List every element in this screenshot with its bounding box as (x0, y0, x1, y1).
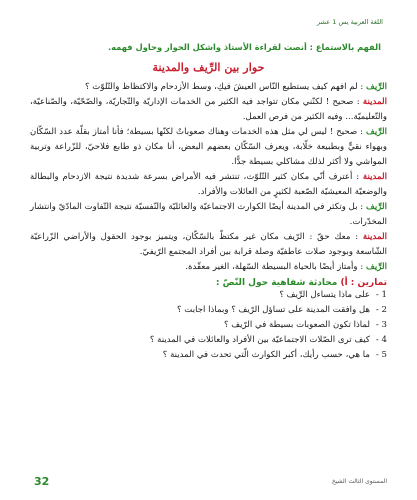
dialogue-turn (30, 95, 387, 125)
content (30, 32, 387, 363)
question-item (30, 333, 387, 348)
question-text: هل وافقت المدينة على تساؤل الرّيف ؟ وبماذا اجابت ؟ (177, 305, 370, 315)
question-item (30, 303, 387, 318)
question-number: 1 - (375, 290, 387, 300)
exercises-subtitle: محادثة شفاهية حول النّصّ : (215, 278, 341, 288)
question-number: 3 - (375, 320, 387, 330)
turn-text: : معك حقّ : الرّيف مكان غير مكتظّ بالسّكّان، ويتميز بوجود الحقول والأراضي الزّراعيّة الشّاسعة وبوجود صلات عاطفيّة وصلة قرابة بين أفراد المجتمع الرّيفيّ. (30, 232, 387, 257)
speaker-label: المدينة (362, 172, 387, 182)
question-number: 5 - (375, 350, 387, 360)
footer-text: المستوى الثالث الشيخ (331, 477, 387, 485)
listening-instruction: الفهم بالاستماع : أنصت لقراءة الأستاذ واشكل الحوار وحاول فهمه. (107, 42, 381, 52)
question-item (30, 348, 387, 363)
question-number: 2 - (375, 305, 387, 315)
dialogue-turn (30, 260, 387, 275)
speaker-label: الرِّيف (365, 82, 387, 92)
question-number: 4 - (375, 335, 387, 345)
speaker-label: الرِّيف (365, 202, 387, 212)
dialogue-turn (30, 80, 387, 95)
dialogue (30, 80, 387, 275)
dialogue-turn (30, 200, 387, 230)
page-footer (34, 474, 387, 488)
exercises-heading (30, 278, 387, 288)
dialogue-turn (30, 170, 387, 200)
speaker-label: الرِّيف (365, 127, 387, 137)
turn-text: : صحيح ! ليس لي مثل هذه الخدمات وهناك صعوباتٌ لكنّها بسيطة؛ فأنا أمتاز بقلّة عدد السّكّان وبهواء نقيٍّ وبطبيعة خلّابة، ويعرف السّكّان بعضهم البعض، أنا مكان ذو طابع فلاحيّ، للزّراعة وتربية المواشي ولا أكثر لذلك مشاكلي بسيطة جدًّا. (30, 127, 387, 167)
question-item (30, 318, 387, 333)
question-text: على ماذا يتساءل الرِّيف ؟ (279, 290, 370, 300)
page-title: حوار بين الرِّيف والمدينة (152, 60, 265, 74)
running-header: اللغة العربية يس 1 عشر (316, 18, 383, 26)
dialogue-turn (30, 125, 387, 170)
dialogue-turn (30, 230, 387, 260)
speaker-label: الرِّيف (365, 262, 387, 272)
question-item (30, 288, 387, 303)
speaker-label: المدينة (362, 97, 387, 107)
turn-text: : بل وتكثر في المدينة أيضًا الكوارث الاجتماعيّة والعائليّة والنّفسيّة نتيجة التّفاوت المادّيّ وانتشار المخدّرات. (30, 202, 387, 227)
question-text: ما هي، حسب رأيك، أكبر الكوارث الّتي تحدث في المدينة ؟ (162, 350, 370, 360)
turn-text: : لم افهم كيف يستطيع النّاس العيشَ فيكِ، وسط الأزدحام والاكتظاظ والتّلوّث ؟ (85, 82, 366, 92)
exercises-label: تمارين : أ) (340, 278, 387, 288)
questions-list (30, 288, 387, 363)
turn-text: : أعترف أنّي مكان كثير التّلوّث، تنتشر فيه الأمراض بسرعة شديدة نتيجة الازدحام والبطالة والوضعيّة المعيشيّة الصّعبة لكثيرٍ من العائلات والأفراد. (30, 172, 387, 197)
turn-text: : صحيح ! لكنّني مكان تتواجد فيه الكثير من الخدمات الإداريّة والتّجاريّة، والصّحّيّة، والصّناعيّة، والتّعليميّة... وفيه الكثير من فرص العمل. (30, 97, 387, 122)
page-number: 32 (34, 474, 50, 488)
question-text: كيف ترى الصّلات الاجتماعيّة بين الأفراد والعائلات في المدينة ؟ (149, 335, 370, 345)
turn-text: : وأمتاز أيضًا بالحياة البسيطة السّهلة، الغير معقّدة. (185, 262, 366, 272)
question-text: لماذا تكون الصعوبات بسيطة في الرّيف ؟ (223, 320, 370, 330)
speaker-label: المدينة (362, 232, 387, 242)
